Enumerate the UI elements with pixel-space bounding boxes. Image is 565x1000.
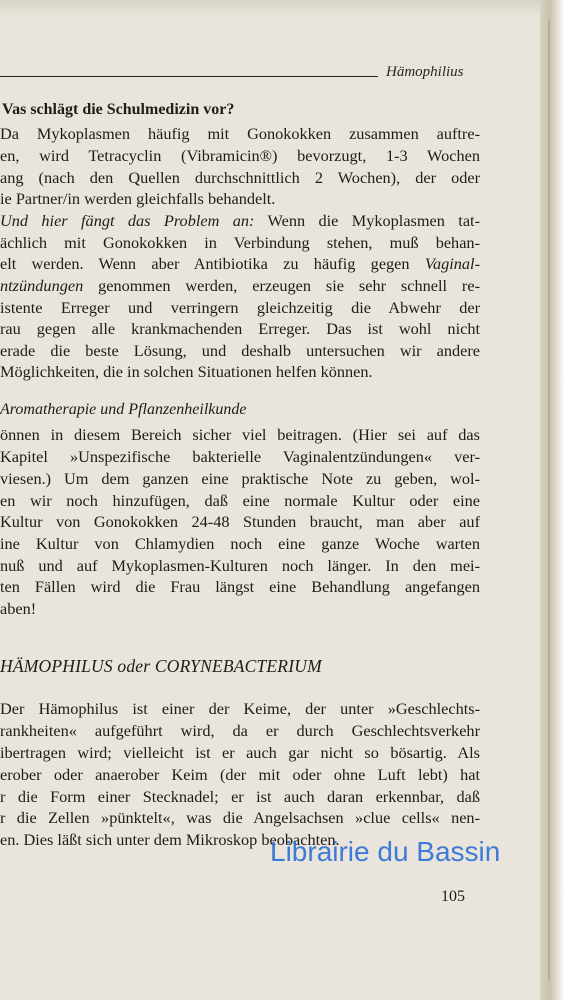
page-top-shadow <box>0 0 548 18</box>
text-line: en wir noch hinzufügen, daß eine normale Kultur oder eine <box>0 491 480 510</box>
watermark: Librairie du Bassin <box>270 836 501 867</box>
text-line <box>0 253 480 275</box>
text-line: rau gegen alle krankmachenden Erreger. Das ist wohl nicht <box>0 319 480 338</box>
text-line: Kapitel »Unspezifische bakterielle Vaginalentzündungen« ver- <box>0 447 480 466</box>
page-number: 105 <box>441 888 465 905</box>
section-heading-aromatherapie: Aromatherapie und Pflanzenheilkunde <box>0 401 247 418</box>
heading-part: CORYNEBACTERIUM <box>154 656 322 676</box>
heading-part: oder <box>112 656 155 676</box>
text-line: önnen in diesem Bereich sicher viel beitragen. (Hier sei auf das <box>0 425 480 444</box>
text-line: erade die beste Lösung, und deshalb untersuchen wir andere <box>0 341 480 360</box>
text-line: viesen.) Um dem ganzen eine praktische Note zu geben, wol- <box>0 469 480 488</box>
text-line: Kultur von Gonokokken 24-48 Stunden braucht, man aber auf <box>0 512 480 531</box>
text-line: r die Form einer Stecknadel; er ist auch daran erkennbar, daß <box>0 787 480 806</box>
emphasis-text: Vaginal- <box>424 254 480 273</box>
running-header: Hämophilius <box>386 64 464 80</box>
emphasis-text: ntzündungen <box>0 276 84 295</box>
text-line: aben! <box>0 599 37 618</box>
header-rule <box>0 76 378 77</box>
text-line: ten Fällen wird die Frau längst eine Behandlung angefangen <box>0 577 480 596</box>
text-line: ie Partner/in werden gleichfalls behandelt. <box>0 189 276 208</box>
text-line: Möglichkeiten, die in solchen Situationen helfen können. <box>0 362 373 381</box>
text-line: ine Kultur von Chlamydien noch eine ganze Woche warten <box>0 534 480 553</box>
page-edge <box>540 0 565 1000</box>
text-line: en, wird Tetracyclin (Vibramicin®) bevorzugt, 1-3 Wochen <box>0 146 480 165</box>
text-line: istente Erreger und verringern gleichzeitig die Abwehr der <box>0 298 480 317</box>
text-span: Wenn die Mykoplasmen tat- <box>254 211 480 230</box>
chapter-heading-haemophilus <box>0 656 322 677</box>
text-line: nuß und auf Mykoplasmen-Kulturen noch länger. In den mei- <box>0 556 480 575</box>
text-line <box>0 210 480 232</box>
text-line <box>0 275 480 297</box>
heading-part: HÄMOPHILUS <box>0 656 113 676</box>
section-heading-schulmedizin: Vas schlägt die Schulmedizin vor? <box>2 101 235 118</box>
text-line: erober oder anaerober Keim (der mit oder ohne Luft lebt) hat <box>0 765 480 784</box>
text-span: genommen werden, erzeugen sie sehr schnell re- <box>83 276 480 295</box>
text-line: rankheiten« aufgeführt wird, da er durch Geschlechtsverkehr <box>0 721 480 740</box>
page-edge-line <box>548 20 550 980</box>
text-line: en. Dies läßt sich unter dem Mikroskop beobachten. <box>0 830 340 849</box>
text-line: ibertragen wird; vielleicht ist er auch gar nicht so bösartig. Als <box>0 743 480 762</box>
emphasis-text: Und hier fängt das Problem an: <box>0 211 255 230</box>
text-line: Da Mykoplasmen häufig mit Gonokokken zusammen auftre- <box>0 124 480 143</box>
text-line: ang (nach den Quellen durchschnittlich 2 Wochen), der oder <box>0 168 480 187</box>
text-line: ächlich mit Gonokokken in Verbindung stehen, muß behan- <box>0 233 480 252</box>
text-line: Der Hämophilus ist einer der Keime, der unter »Geschlechts- <box>0 699 480 718</box>
text-span: elt werden. Wenn aber Antibiotika zu häufig gegen <box>0 254 425 273</box>
text-line: r die Zellen »pünktelt«, was die Angelsachsen »clue cells« nen- <box>0 808 480 827</box>
